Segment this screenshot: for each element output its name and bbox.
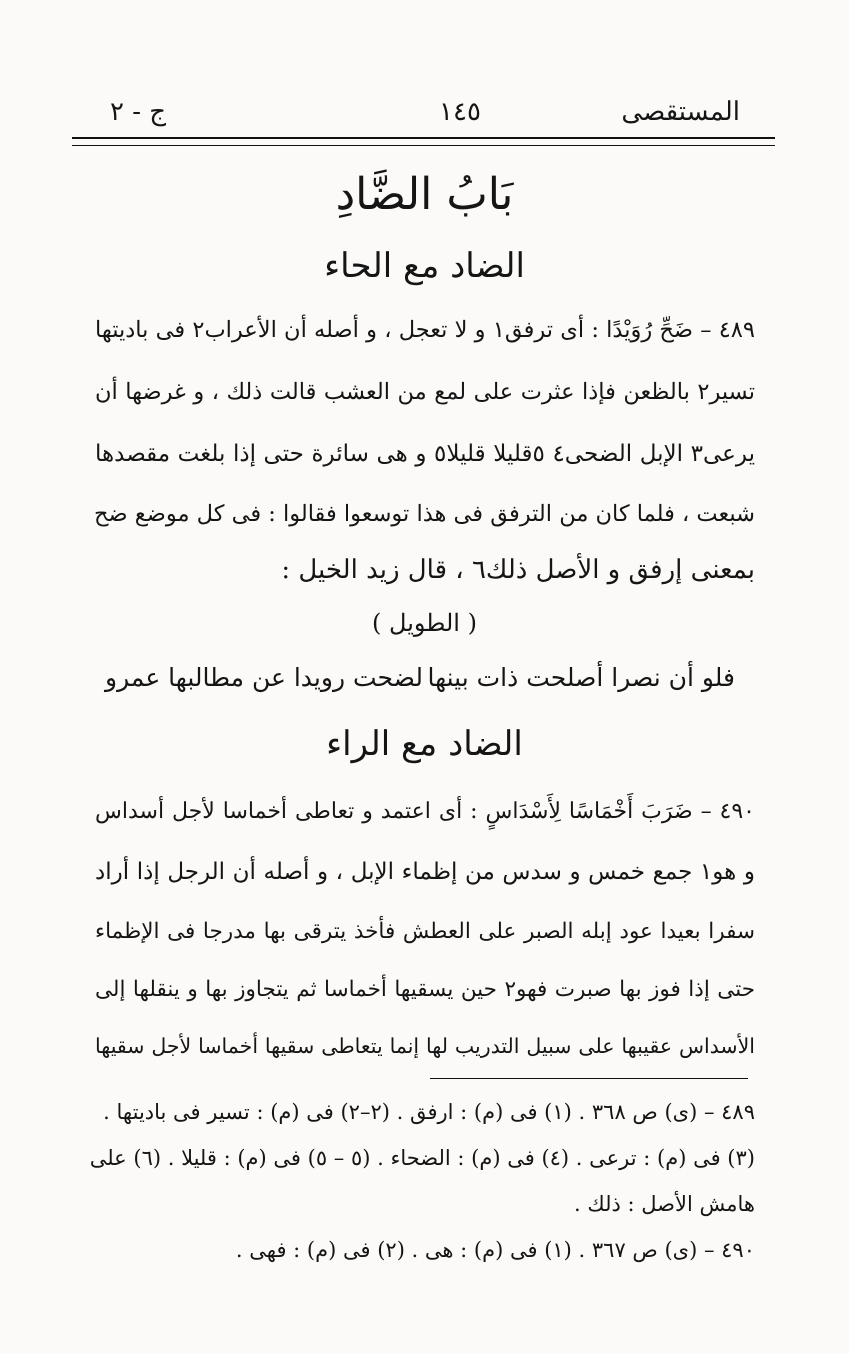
entry-489-line-3: يرعى٣ الإبل الضحى٤ ٥قليلا قليلا٥ و هى سائرة حتى إذا بلغت مقصدها xyxy=(95,441,755,467)
footnote-rule xyxy=(430,1078,748,1079)
running-header xyxy=(70,92,780,132)
footnote-line-1: ٤٨٩ – (ى) ص ٣٦٨ . (١) فى (م) : ارفق . (٢–٢) فى (م) : تسير فى باديتها . xyxy=(103,1100,755,1124)
entry-489-line-5: بمعنى إرفق و الأصل ذلك٦ ، قال زيد الخيل : xyxy=(281,555,755,585)
section-title-dad-ra: الضاد مع الراء xyxy=(326,724,523,764)
entry-490-line-2: و هو١ جمع خمس و سدس من إظماء الإبل ، و أصله أن الرجل إذا أراد xyxy=(95,859,755,885)
footnote-line-3: هامش الأصل : ذلك . xyxy=(574,1192,755,1216)
section-title-dad-ha: الضاد مع الحاء xyxy=(324,246,525,286)
footnote-line-4: ٤٩٠ – (ى) ص ٣٦٧ . (١) فى (م) : هى . (٢) فى (م) : فهى . xyxy=(235,1238,755,1262)
chapter-title: بَابُ الضَّادِ xyxy=(335,169,514,220)
entry-489-line-1: ٤٨٩ – ضَحِّ رُوَيْدًا : أى ترفق١ و لا تعجل ، و أصله أن الأعراب٢ فى باديتها xyxy=(95,317,755,343)
page-number: ١٤٥ xyxy=(439,97,481,127)
footnote-line-2: (٣) فى (م) : ترعى . (٤) فى (م) : الضحاء . (٥ – ٥) فى (م) : قليلا . (٦) على xyxy=(89,1146,755,1170)
verse-first-hemistich: فلو أن نصرا أصلحت ذات بينها xyxy=(427,663,735,692)
poetic-meter-label: ( الطويل ) xyxy=(372,609,477,637)
entry-489-line-4: شبعت ، فلما كان من الترفق فى هذا توسعوا فقالوا : فى كل موضع ضح xyxy=(93,501,755,527)
entry-490-line-3: سفرا بعيدا عود إبله الصبر على العطش فأخذ يترقى بها مدرجا فى الإظماء xyxy=(95,919,755,944)
entry-490-line-5: الأسداس عقيبها على سبيل التدريب لها إنما يتعاطى سقيها أخماسا لأجل سقيها xyxy=(95,1034,755,1058)
header-rule-thin xyxy=(72,145,775,146)
volume-label: ج - ٢ xyxy=(110,97,167,127)
entry-490-line-4: حتى إذا فوز بها صبرت فهو٢ حين يسقيها أخماسا ثم يتجاوز بها و ينقلها إلى xyxy=(95,977,756,1002)
entry-490-line-1: ٤٩٠ – ضَرَبَ أَخْمَاسًا لِأَسْدَاسٍ : أى اعتمد و تعاطى أخماسا لأجل أسداس xyxy=(95,799,755,824)
book-title: المستقصى xyxy=(621,97,740,127)
header-rule xyxy=(72,137,775,139)
verse-second-hemistich: لضحت رويدا عن مطالبها عمرو xyxy=(105,663,423,692)
entry-489-line-2: تسير٢ بالظعن فإذا عثرت على لمع من العشب قالت ذلك ، و غرضها أن xyxy=(95,379,755,405)
